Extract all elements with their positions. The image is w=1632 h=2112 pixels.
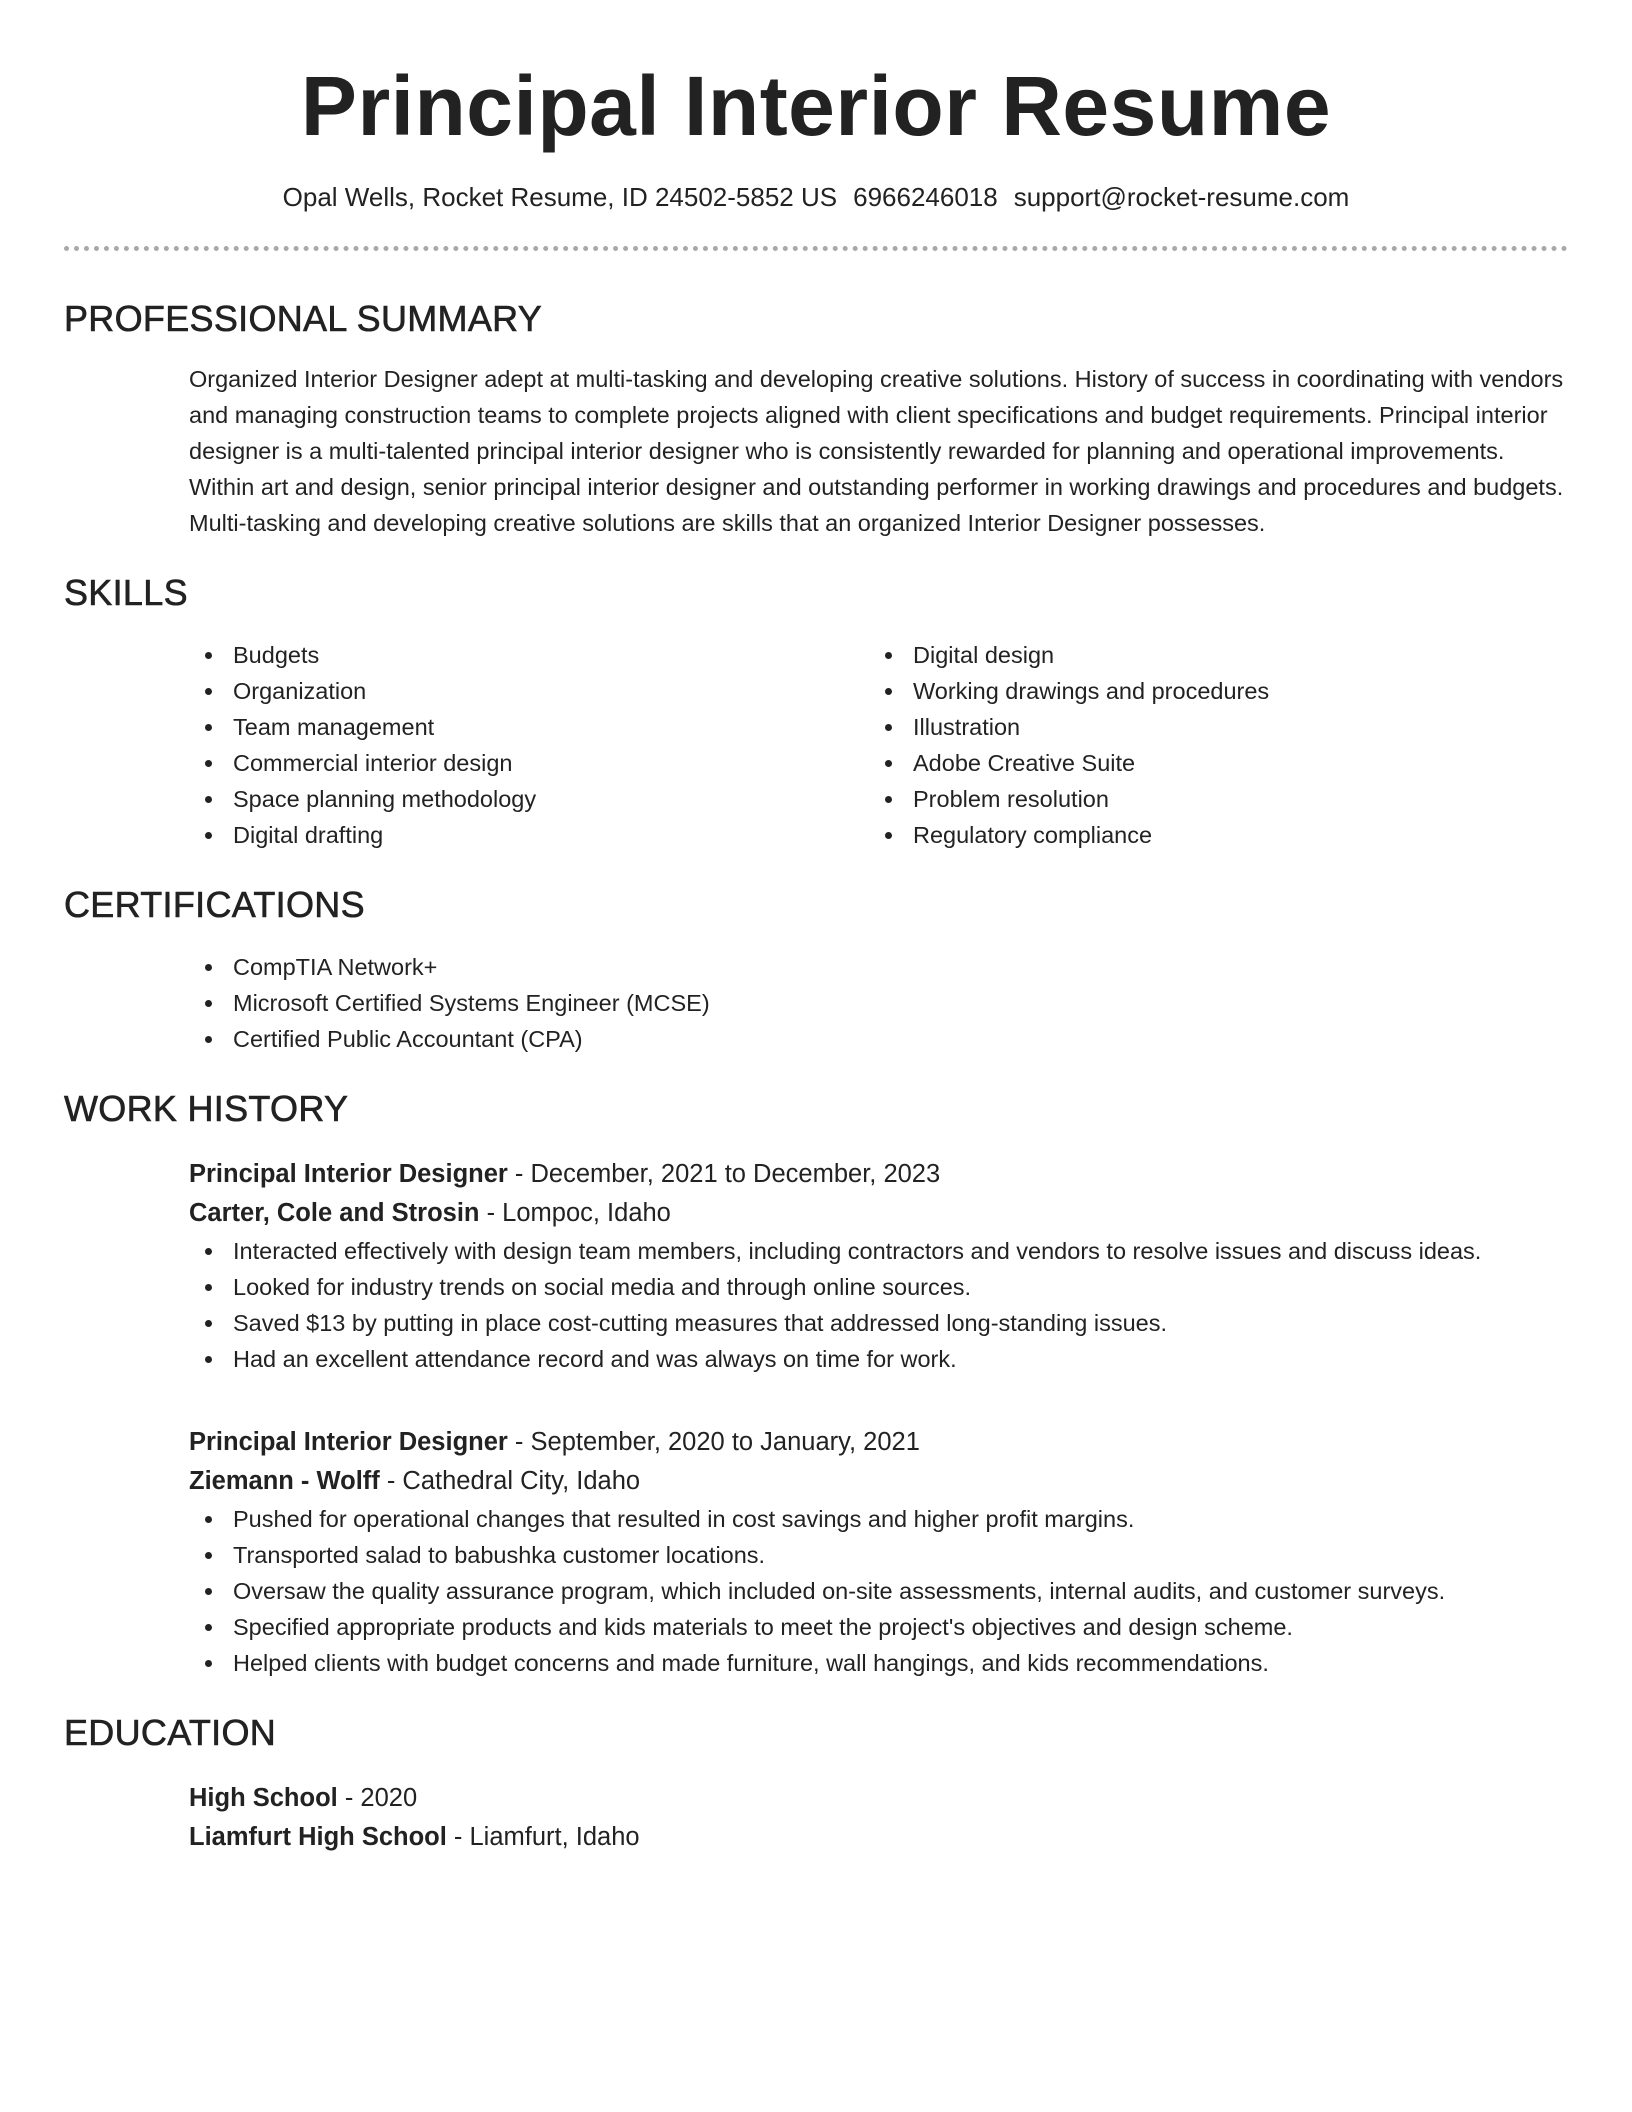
contact-email: support@rocket-resume.com — [1013, 182, 1350, 212]
job-bullet: Looked for industry trends on social media and through online sources. — [189, 1269, 1568, 1305]
job-bullet: Helped clients with budget concerns and made furniture, wall hangings, and kids recommendations. — [189, 1645, 1568, 1681]
job-dates: - December, 2021 to December, 2023 — [507, 1160, 941, 1188]
certifications-section — [64, 883, 1568, 1057]
certification-item: CompTIA Network+ — [189, 949, 1568, 985]
skill-item: Illustration — [869, 709, 1549, 745]
skill-item: Problem resolution — [869, 781, 1549, 817]
contact-line — [64, 180, 1568, 214]
skill-item: Adobe Creative Suite — [869, 745, 1549, 781]
job-bullet: Interacted effectively with design team members, including contractors and vendors to resolve issues and discuss ideas. — [189, 1233, 1568, 1269]
certifications-list — [189, 949, 1568, 1057]
job-bullet: Saved $13 by putting in place cost-cutting measures that addressed long-standing issues. — [189, 1305, 1568, 1341]
job-location: - Lompoc, Idaho — [479, 1199, 671, 1227]
skill-item: Digital design — [869, 637, 1549, 673]
job-company-line — [189, 1194, 1568, 1233]
skills-column-left — [189, 637, 869, 853]
summary-text: Organized Interior Designer adept at multi-tasking and developing creative solutions. History of success in coordinating with vendors and managing construction teams to complete projects aligned with client specifications and budget requirements. Principal interior designer is a multi-talented principal interior designer who is consistently rewarded for planning and operational improvements. Within art and design, senior principal interior designer and outstanding performer in working drawings and procedures and budgets. Multi-tasking and developing creative solutions are skills that an organized Interior Designer possesses. — [189, 366, 1564, 536]
skill-item: Organization — [189, 673, 869, 709]
skill-item: Team management — [189, 709, 869, 745]
work-history-section — [64, 1087, 1568, 1681]
work-history-heading: WORK HISTORY — [64, 1088, 349, 1129]
certifications-heading: CERTIFICATIONS — [64, 884, 365, 925]
job-title-line — [189, 1155, 1568, 1194]
contact-address: Opal Wells, Rocket Resume, ID 24502-5852 US — [282, 182, 838, 212]
skills-heading: SKILLS — [64, 572, 188, 613]
job-bullet: Had an excellent attendance record and was always on time for work. — [189, 1341, 1568, 1377]
skill-item: Regulatory compliance — [869, 817, 1549, 853]
job-bullet: Specified appropriate products and kids materials to meet the project's objectives and design scheme. — [189, 1609, 1568, 1645]
skills-list-right — [869, 637, 1549, 853]
job-title: Principal Interior Designer — [189, 1428, 508, 1456]
job-location: - Cathedral City, Idaho — [379, 1467, 641, 1495]
resume-title: Principal Interior Resume — [300, 59, 1332, 153]
job-title: Principal Interior Designer — [189, 1160, 508, 1188]
education-entry — [189, 1779, 1568, 1857]
skills-grid — [189, 637, 1568, 853]
education-school: Liamfurt High School — [189, 1823, 447, 1851]
education-year: - 2020 — [337, 1784, 418, 1812]
summary-heading: PROFESSIONAL SUMMARY — [64, 298, 543, 339]
job-title-line — [189, 1423, 1568, 1462]
job-bullet: Pushed for operational changes that resulted in cost savings and higher profit margins. — [189, 1501, 1568, 1537]
job-bullet: Transported salad to babushka customer locations. — [189, 1537, 1568, 1573]
skill-item: Digital drafting — [189, 817, 869, 853]
job-company: Carter, Cole and Strosin — [189, 1199, 480, 1227]
skill-item: Working drawings and procedures — [869, 673, 1549, 709]
job-bullets — [189, 1501, 1568, 1681]
education-heading: EDUCATION — [64, 1712, 277, 1753]
job-bullet: Oversaw the quality assurance program, which included on-site assessments, internal audits, and customer surveys. — [189, 1573, 1568, 1609]
certifications-body — [189, 949, 1568, 1057]
job-company: Ziemann - Wolff — [189, 1467, 380, 1495]
education-location: - Liamfurt, Idaho — [446, 1823, 640, 1851]
skills-section — [64, 571, 1568, 853]
job-bullets — [189, 1233, 1568, 1377]
skills-list-left — [189, 637, 869, 853]
certification-item: Certified Public Accountant (CPA) — [189, 1021, 1568, 1057]
education-school-line — [189, 1818, 1568, 1857]
education-degree-line — [189, 1779, 1568, 1818]
summary-section — [64, 297, 1568, 541]
skill-item: Commercial interior design — [189, 745, 869, 781]
skill-item: Space planning methodology — [189, 781, 869, 817]
certification-item: Microsoft Certified Systems Engineer (MCSE) — [189, 985, 1568, 1021]
education-section — [64, 1711, 1568, 1857]
education-degree: High School — [189, 1784, 338, 1812]
skill-item: Budgets — [189, 637, 869, 673]
job-entry — [189, 1423, 1568, 1681]
header-divider — [64, 246, 1568, 251]
job-company-line — [189, 1462, 1568, 1501]
skills-column-right — [869, 637, 1549, 853]
contact-phone: 6966246018 — [853, 182, 998, 212]
job-entry — [189, 1155, 1568, 1377]
job-dates: - September, 2020 to January, 2021 — [507, 1428, 920, 1456]
